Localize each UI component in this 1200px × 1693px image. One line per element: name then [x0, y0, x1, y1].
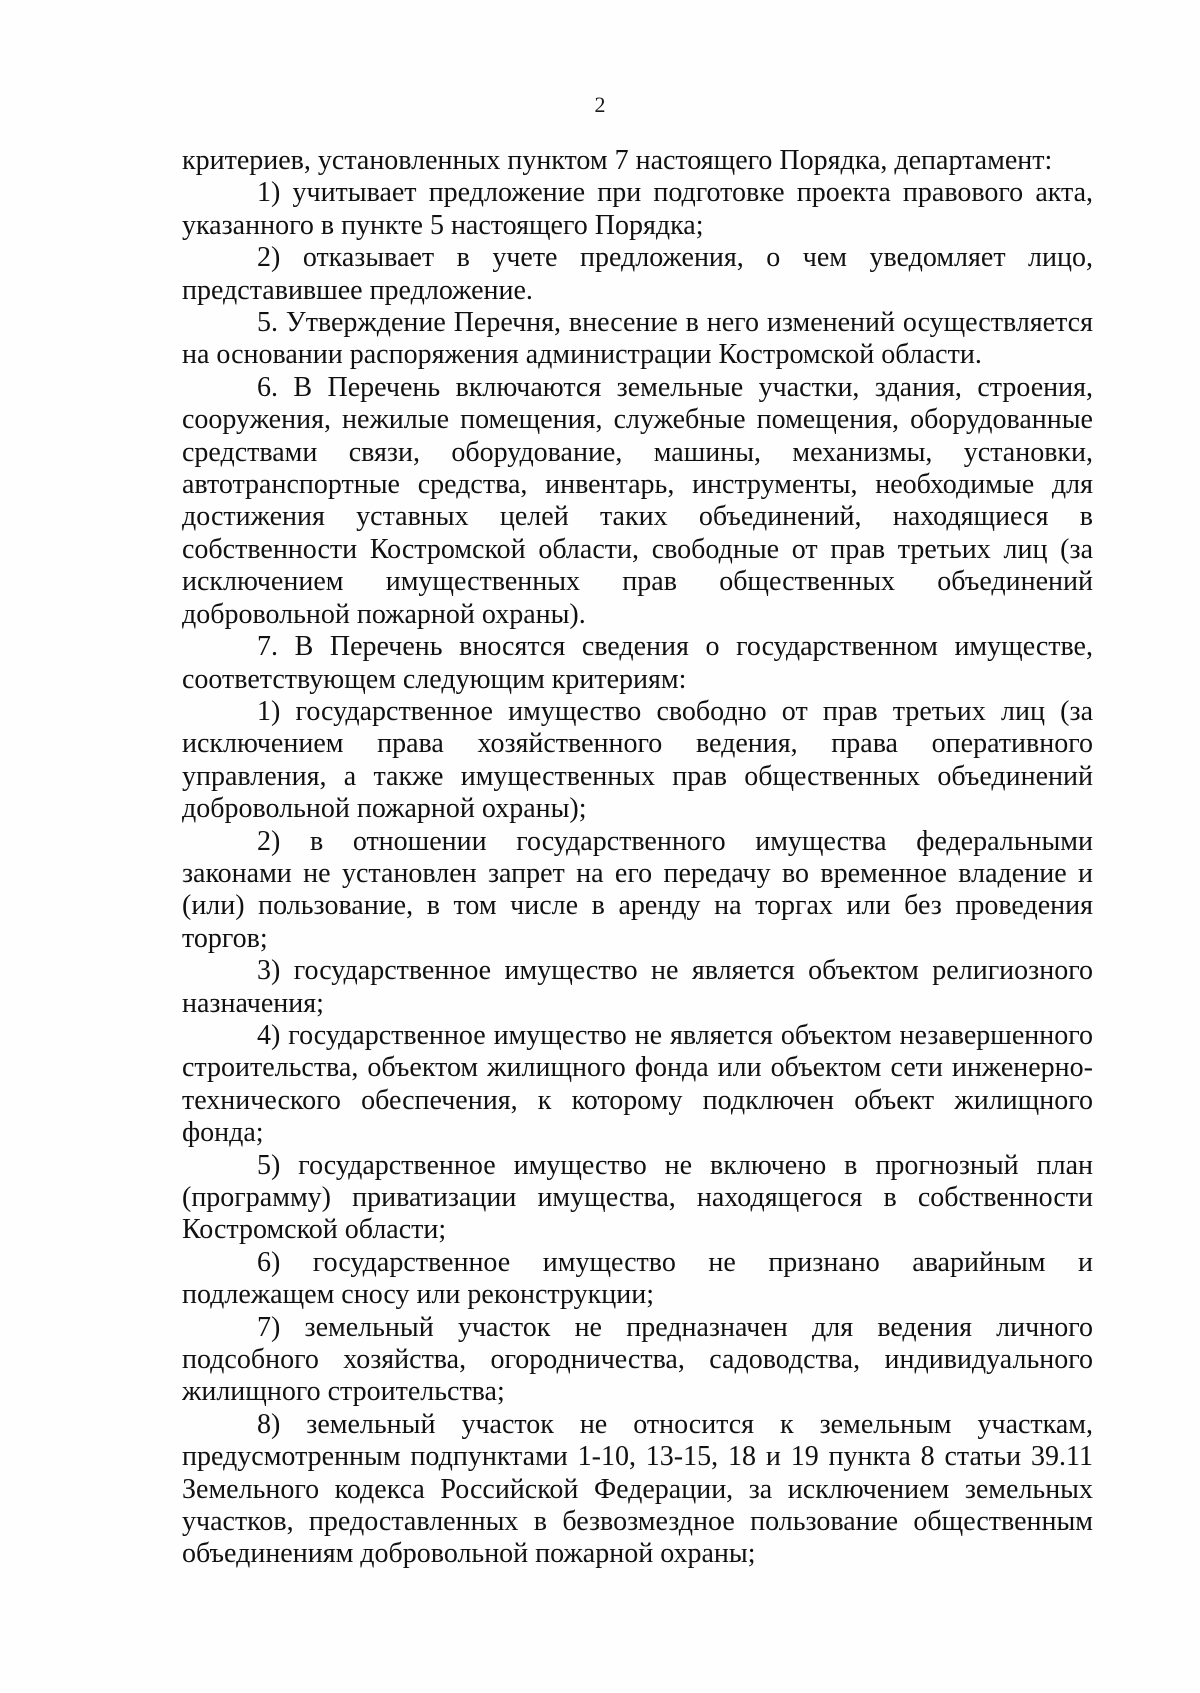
paragraph: 5. Утверждение Перечня, внесение в него изменений осуществляется на основании распоряжения администрации Костромской области.: [182, 307, 1093, 371]
paragraph: 1) учитывает предложение при подготовке проекта правового акта, указанного в пункте 5 настоящего Порядка;: [182, 177, 1093, 241]
paragraph: критериев, установленных пунктом 7 настоящего Порядка, департамент:: [182, 145, 1053, 176]
paragraph: 2) в отношении государственного имущества федеральными законами не установлен запрет на его передачу во временное владение и (или) пользование, в том числе в аренду на торгах или без проведения торгов;: [182, 825, 1093, 954]
paragraph: 2) отказывает в учете предложения, о чем уведомляет лицо, представившее предложение.: [182, 242, 1093, 306]
paragraph: 6. В Перечень включаются земельные участки, здания, строения, сооружения, нежилые помещения, служебные помещения, оборудованные средствами связи, оборудование, машины, механизмы, установки, автотранспортные средства, инвентарь, инструменты, необходимые для достижения уставных целей таких объединений, находящиеся в собственности Костромской области, свободные от прав третьих лиц (за исключением имущественных прав общественных объединений добровольной пожарной охраны).: [182, 371, 1093, 630]
page-number: 2: [594, 92, 606, 117]
paragraph: 7) земельный участок не предназначен для ведения личного подсобного хозяйства, огородничества, садоводства, индивидуального жилищного строительства;: [182, 1311, 1093, 1408]
paragraph: 5) государственное имущество не включено в прогнозный план (программу) приватизации имущества, находящегося в собственности Костромской области;: [182, 1149, 1093, 1246]
paragraph: 3) государственное имущество не является объектом религиозного назначения;: [182, 955, 1093, 1019]
paragraph: 7. В Перечень вносятся сведения о государственном имуществе, соответствующем следующим критериям:: [182, 631, 1093, 695]
paragraph: 6) государственное имущество не признано аварийным и подлежащем сносу или реконструкции;: [182, 1246, 1093, 1311]
paragraph: 8) земельный участок не относится к земельным участкам, предусмотренным подпунктами 1-10, 13-15, 18 и 19 пункта 8 статьи 39.11 Земельного кодекса Российской Федерации, за исключением земельных участков, предоставленных в безвозмездное пользование общественным объединениям добровольной пожарной охраны;: [182, 1408, 1093, 1570]
document-body: [182, 145, 1093, 1571]
paragraph: 1) государственное имущество свободно от прав третьих лиц (за исключением права хозяйственного ведения, права оперативного управления, а также имущественных прав общественных объединений добровольной пожарной охраны);: [182, 695, 1093, 825]
paragraph: 4) государственное имущество не является объектом незавершенного строительства, объектом жилищного фонда или объектом сети инженерно-технического обеспечения, к которому подключен объект жилищного фонда;: [182, 1019, 1093, 1149]
